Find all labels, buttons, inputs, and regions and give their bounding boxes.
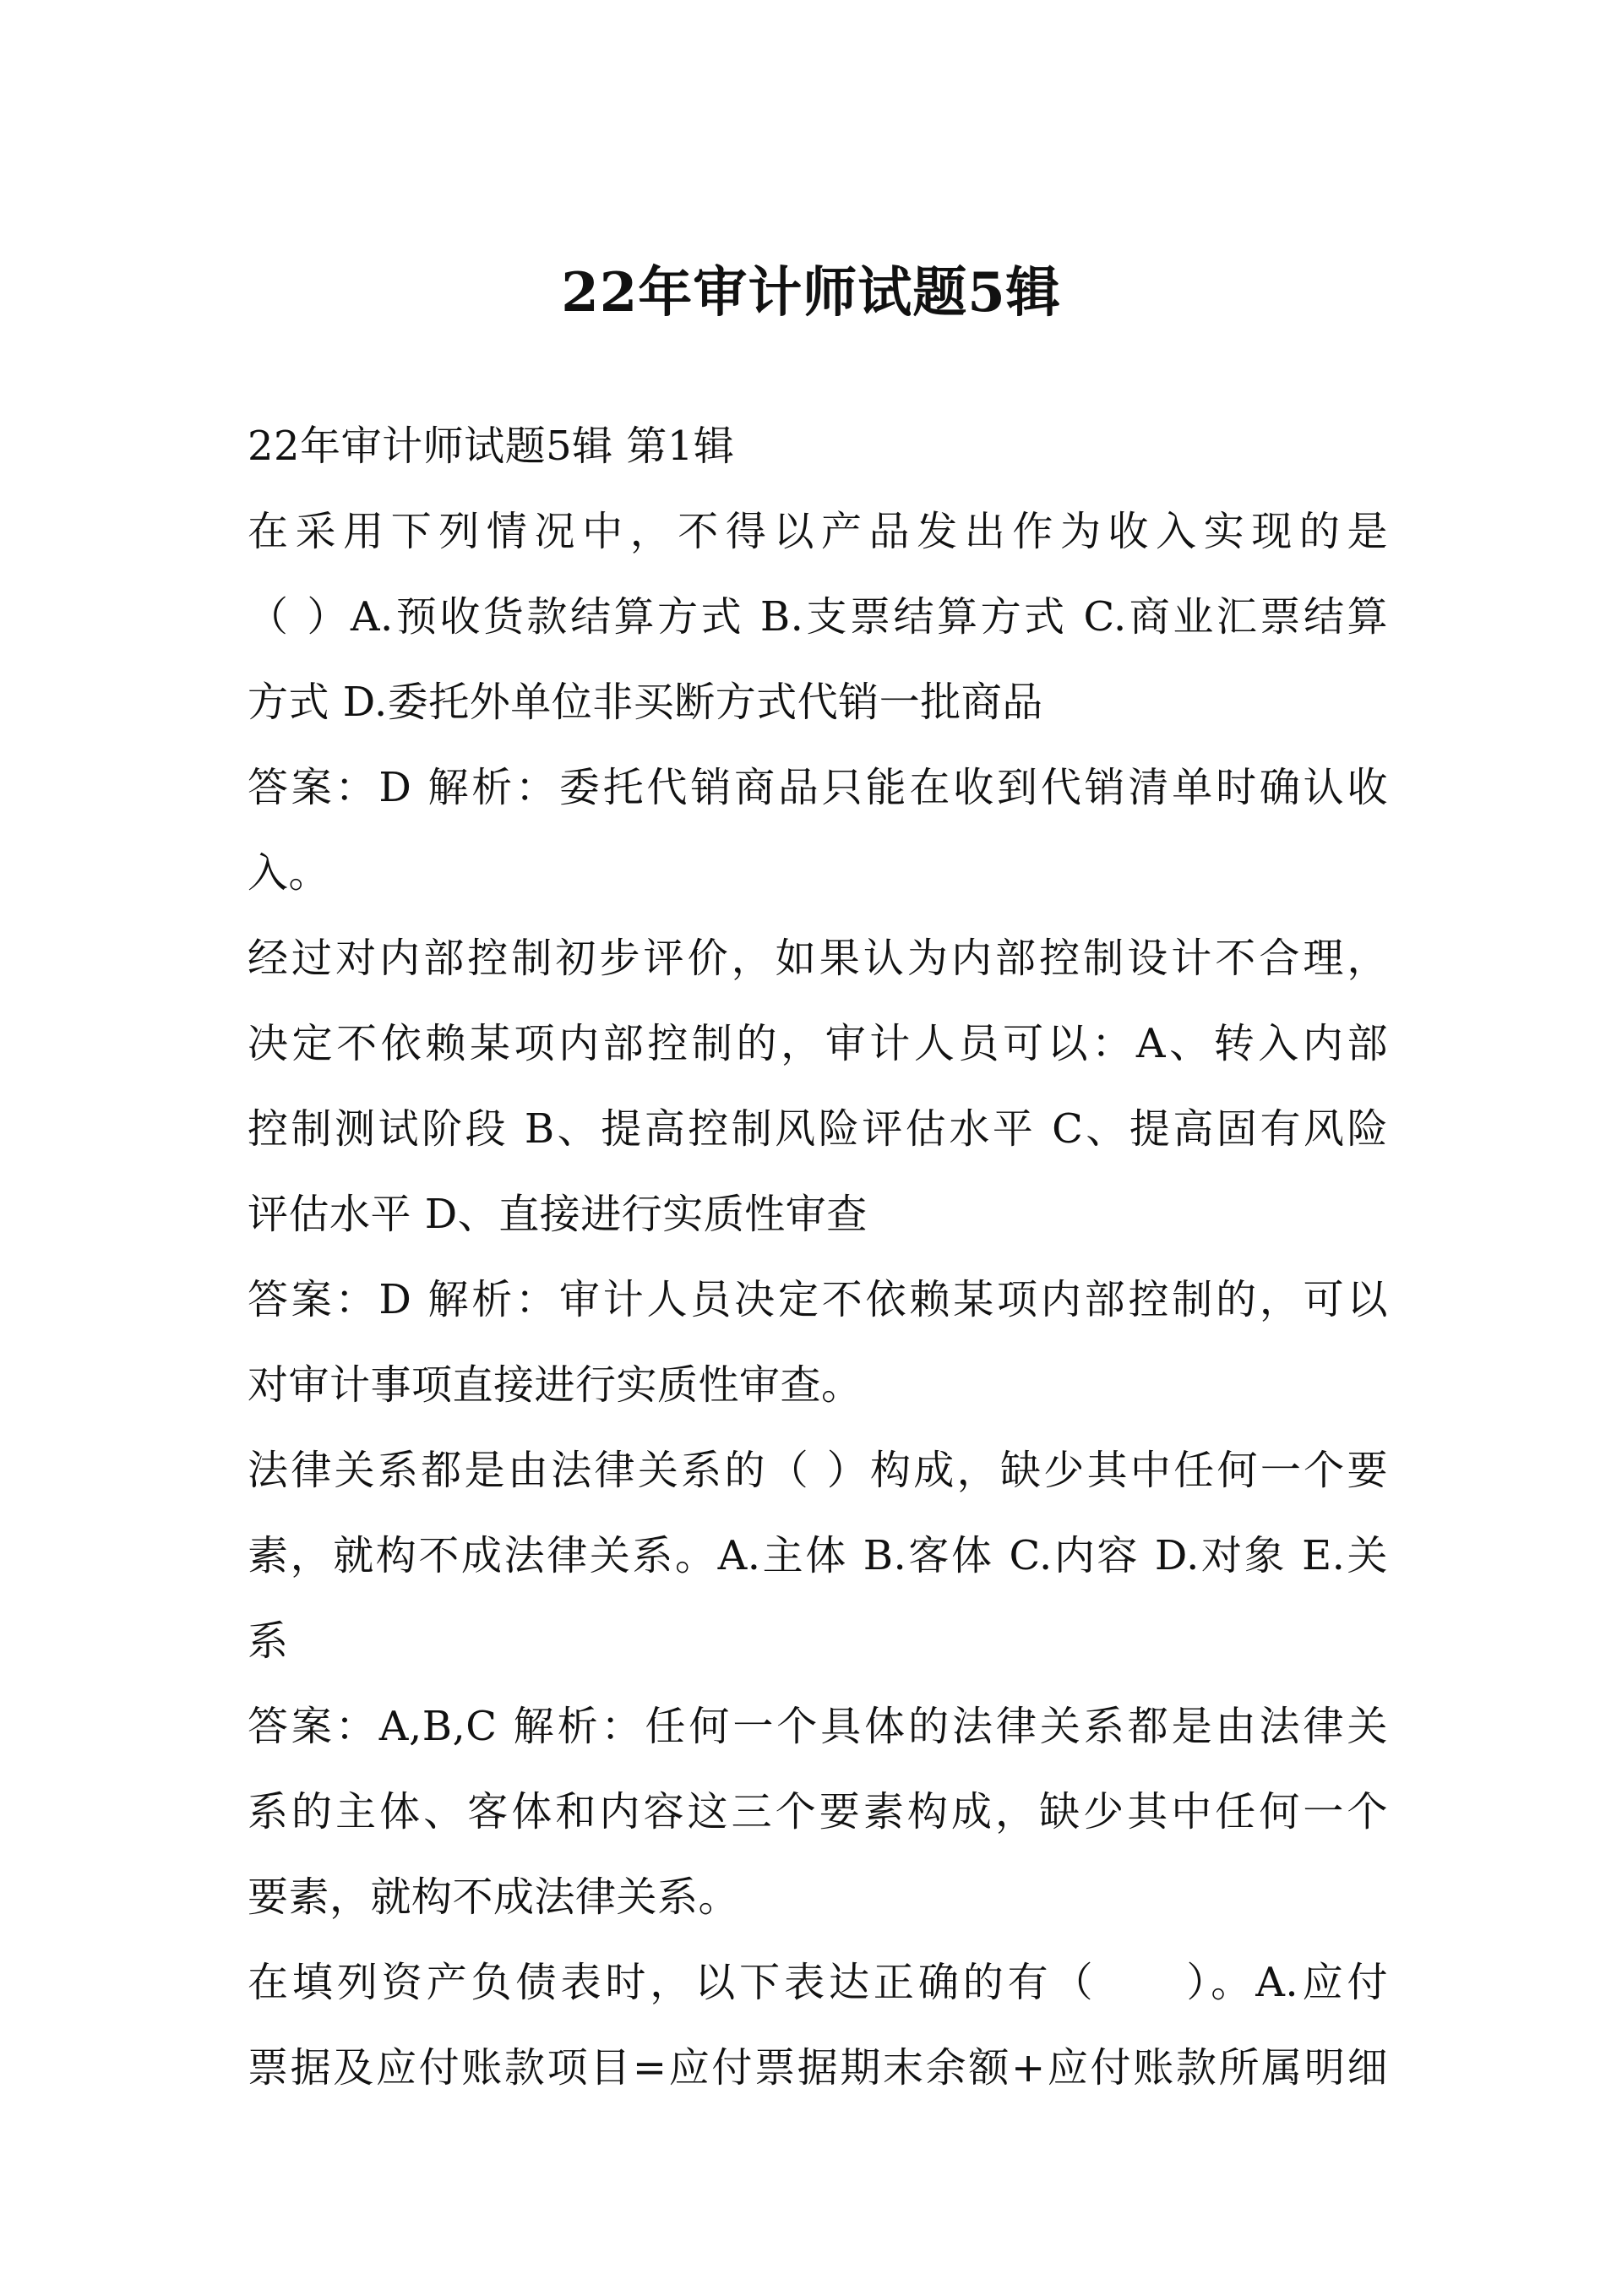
- answer-line: 答案：D 解析：审计人员决定不依赖某项内部控制的，可以: [248, 1276, 1388, 1323]
- question-line: 评估水平 D、直接进行实质性审查: [248, 1191, 868, 1238]
- question-line: 在采用下列情况中，不得以产品发出作为收入实现的是: [248, 508, 1388, 555]
- question-line: 票据及应付账款项目=应付票据期末余额+应付账款所属明细: [248, 2044, 1388, 2091]
- question-line: 系: [248, 1617, 289, 1665]
- question-line: （ ）A.预收货款结算方式 B.支票结算方式 C.商业汇票结算: [248, 593, 1388, 641]
- question-line: 决定不依赖某项内部控制的，审计人员可以：A、转入内部: [248, 1020, 1388, 1067]
- question-line: 法律关系都是由法律关系的（ ）构成，缺少其中任何一个要: [248, 1447, 1388, 1494]
- answer-line: 对审计事项直接进行实质性审查。: [248, 1361, 863, 1409]
- answer-line: 答案：A,B,C 解析：任何一个具体的法律关系都是由法律关: [248, 1703, 1388, 1750]
- answer-line: 要素，就构不成法律关系。: [248, 1873, 740, 1921]
- question-line: 控制测试阶段 B、提高控制风险评估水平 C、提高固有风险: [248, 1105, 1388, 1153]
- section-heading: 22年审计师试题5辑 第1辑: [248, 423, 735, 470]
- question-line: 素，就构不成法律关系。A.主体 B.客体 C.内容 D.对象 E.关: [248, 1532, 1388, 1579]
- question-line: 在填列资产负债表时，以下表达正确的有（ ）。A.应付: [248, 1959, 1388, 2006]
- question-line: 经过对内部控制初步评价，如果认为内部控制设计不合理，: [248, 935, 1388, 982]
- document-title: 22年审计师试题5辑: [561, 261, 1061, 324]
- document-body: [248, 404, 1388, 2111]
- answer-line: 答案：D 解析：委托代销商品只能在收到代销清单时确认收: [248, 764, 1388, 811]
- question-line: 方式 D.委托外单位非买断方式代销一批商品: [248, 679, 1043, 726]
- answer-line: 系的主体、客体和内容这三个要素构成，缺少其中任何一个: [248, 1788, 1388, 1835]
- answer-line: 入。: [248, 849, 330, 897]
